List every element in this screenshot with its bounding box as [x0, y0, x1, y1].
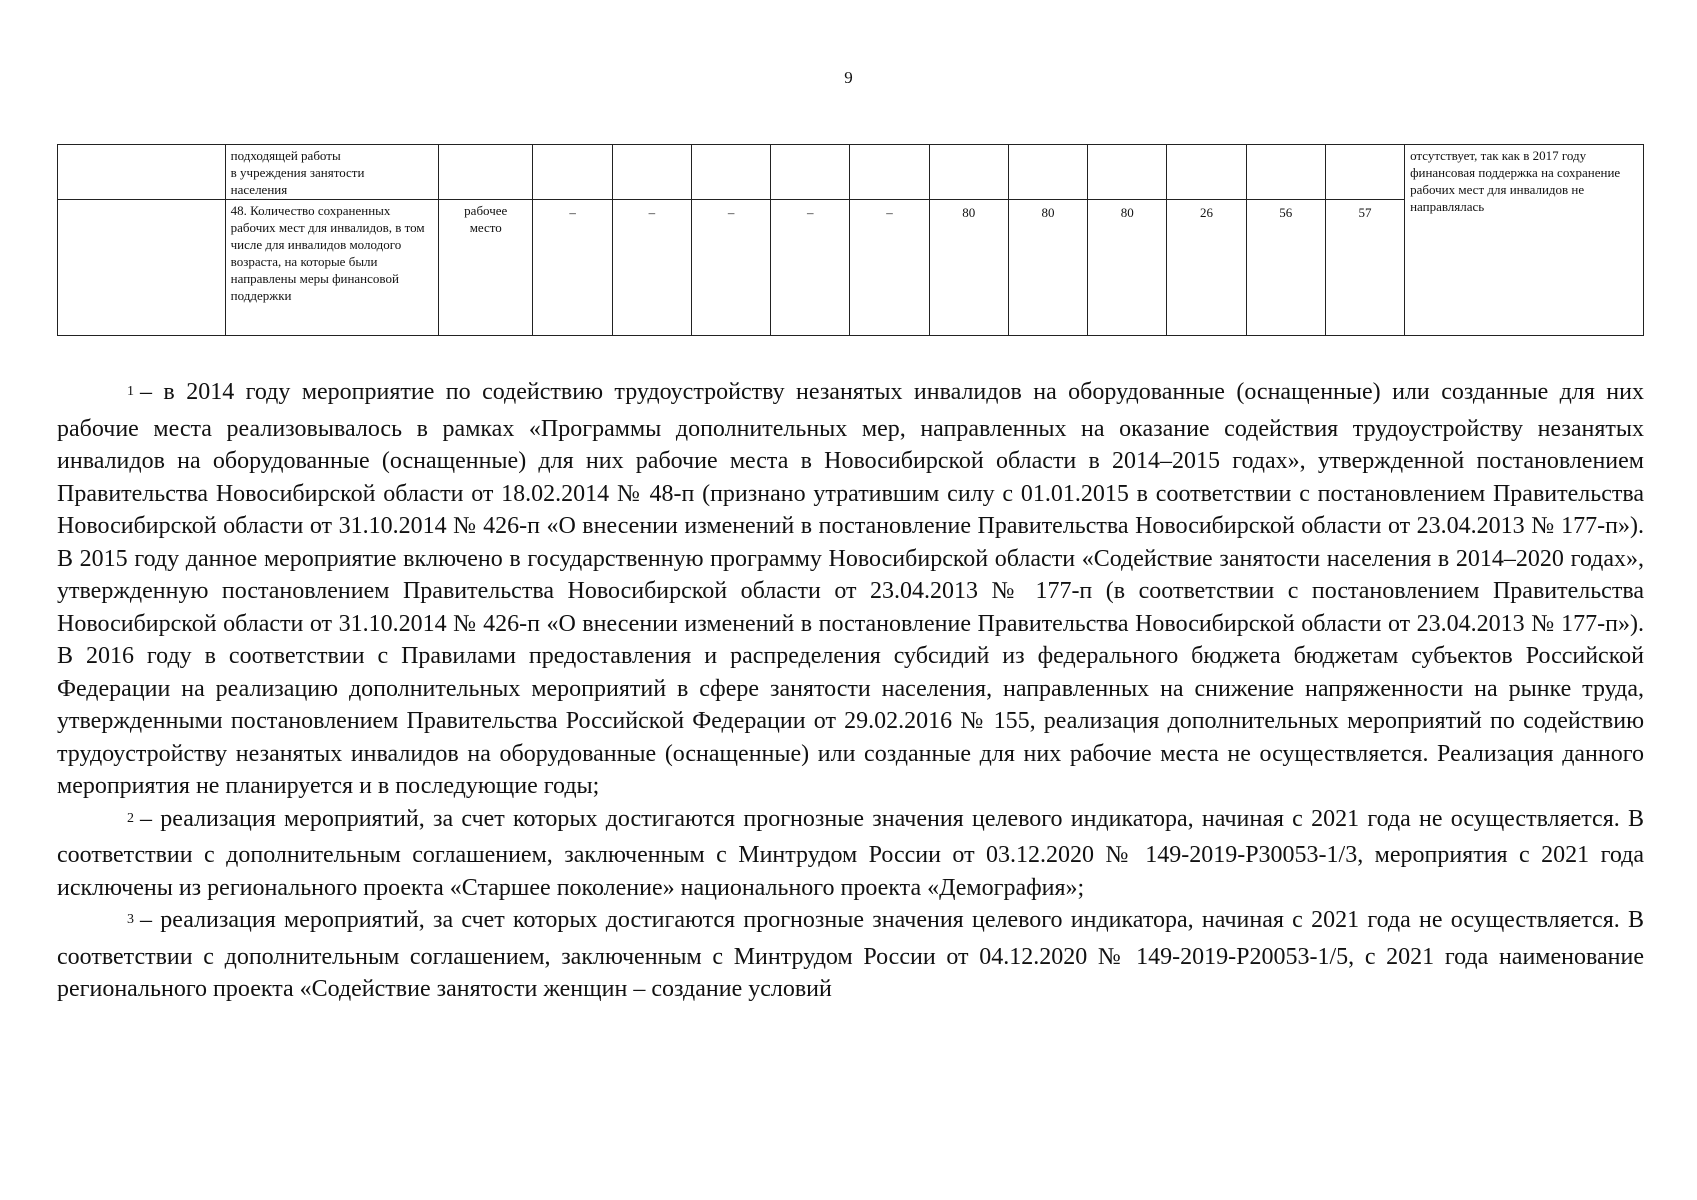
unit-cell: рабочее место — [439, 200, 533, 336]
value-cell: – — [771, 200, 850, 336]
value-cell: 80 — [929, 200, 1008, 336]
footnote-mark: 3 — [127, 912, 134, 927]
value-cell: – — [533, 200, 612, 336]
footnote-3 — [57, 904, 1644, 1006]
footnote-2 — [57, 803, 1644, 905]
indicators-table — [57, 144, 1644, 336]
value-cell: 26 — [1167, 200, 1246, 336]
footnote-mark: 2 — [127, 810, 134, 826]
footnote-text: – в 2014 году мероприятие по содействию трудоустройству незанятых инвалидов на оборудованные (оснащенные) или созданные для них рабочие места реализовывалось в рамках «Программы дополнительных мер, направленных на оказание содействия трудоустройству незанятых инвалидов на оборудованные (оснащенные) для них рабочие места в Новосибирской области в 2014–2015 годах», утвержденной постановлением Правительства Новосибирской области от 18.02.2014 № 48-п (признано утратившим силу с 01.01.2015 в соответствии с постановлением Правительства Новосибирской области от 31.10.2014 № 426-п «О внесении изменений в постановление Правительства Новосибирской области от 23.04.2013 № 177-п»). В 2015 году данное мероприятие включено в государственную программу Новосибирской области «Содействие занятости населения в 2014–2020 годах», утвержденную постановлением Правительства Новосибирской области от 23.04.2013 № 177-п (в соответствии с постановлением Правительства Новосибирской области от 31.10.2014 № 426-п «О внесении изменений в постановление Правительства Новосибирской области от 23.04.2013 № 177-п»). В 2016 году в соответствии с Правилами предоставления и распределения субсидий из федерального бюджета бюджетам субъектов Российской Федерации на реализацию дополнительных мероприятий в сфере занятости населения, направленных на снижение напряженности на рынке труда, утвержденными постановлением Правительства Российской Федерации от 29.02.2016 № 155, реализация дополнительных мероприятий по содействию трудоустройству незанятых инвалидов на оборудованные (оснащенные) или созданные для них рабочие места не осуществляется. Реализация данного мероприятия не планируется и в последующие годы; — [57, 379, 1644, 799]
value-cell: 80 — [1008, 200, 1087, 336]
footnote-text: – реализация мероприятий, за счет которых достигаются прогнозные значения целевого индикатора, начиная с 2021 года не осуществляется. В соответствии с дополнительным соглашением, заключенным с Минтрудом России от 03.12.2020 № 149-2019-P30053-1/3, мероприятия с 2021 года исключены из регионального проекта «Старшее поколение» национального проекта «Демография»; — [57, 805, 1644, 901]
indicator-name-continuation: подходящей работы в учреждения занятости населения — [225, 145, 438, 200]
value-cell: – — [612, 200, 691, 336]
note-cell: отсутствует, так как в 2017 году финансовая поддержка на сохранение рабочих мест для инвалидов не направлялась — [1405, 145, 1644, 336]
footnotes — [57, 376, 1644, 1006]
footnote-mark: 1 — [127, 384, 134, 399]
value-cell: 57 — [1325, 200, 1404, 336]
value-cell: 56 — [1246, 200, 1325, 336]
footnote-1 — [57, 376, 1644, 803]
page-number: 9 — [844, 68, 853, 87]
table-row-prev — [58, 145, 1644, 200]
value-cell: 80 — [1088, 200, 1167, 336]
indicator-name: 48. Количество сохраненных рабочих мест для инвалидов, в том числе для инвалидов молодого возраста, на которые были направлены меры финансовой поддержки — [225, 200, 438, 336]
empty-cell — [58, 200, 226, 336]
empty-cell — [58, 145, 226, 200]
value-cell: – — [691, 200, 770, 336]
footnote-text: – реализация мероприятий, за счет которых достигаются прогнозные значения целевого индикатора, начиная с 2021 года не осуществляется. В соответствии с дополнительным соглашением, заключенным с Минтрудом России от 04.12.2020 № 149-2019-P20053-1/5, с 2021 года наименование регионального проекта «Содействие занятости женщин – создание условий — [57, 907, 1644, 1002]
value-cell: – — [850, 200, 929, 336]
